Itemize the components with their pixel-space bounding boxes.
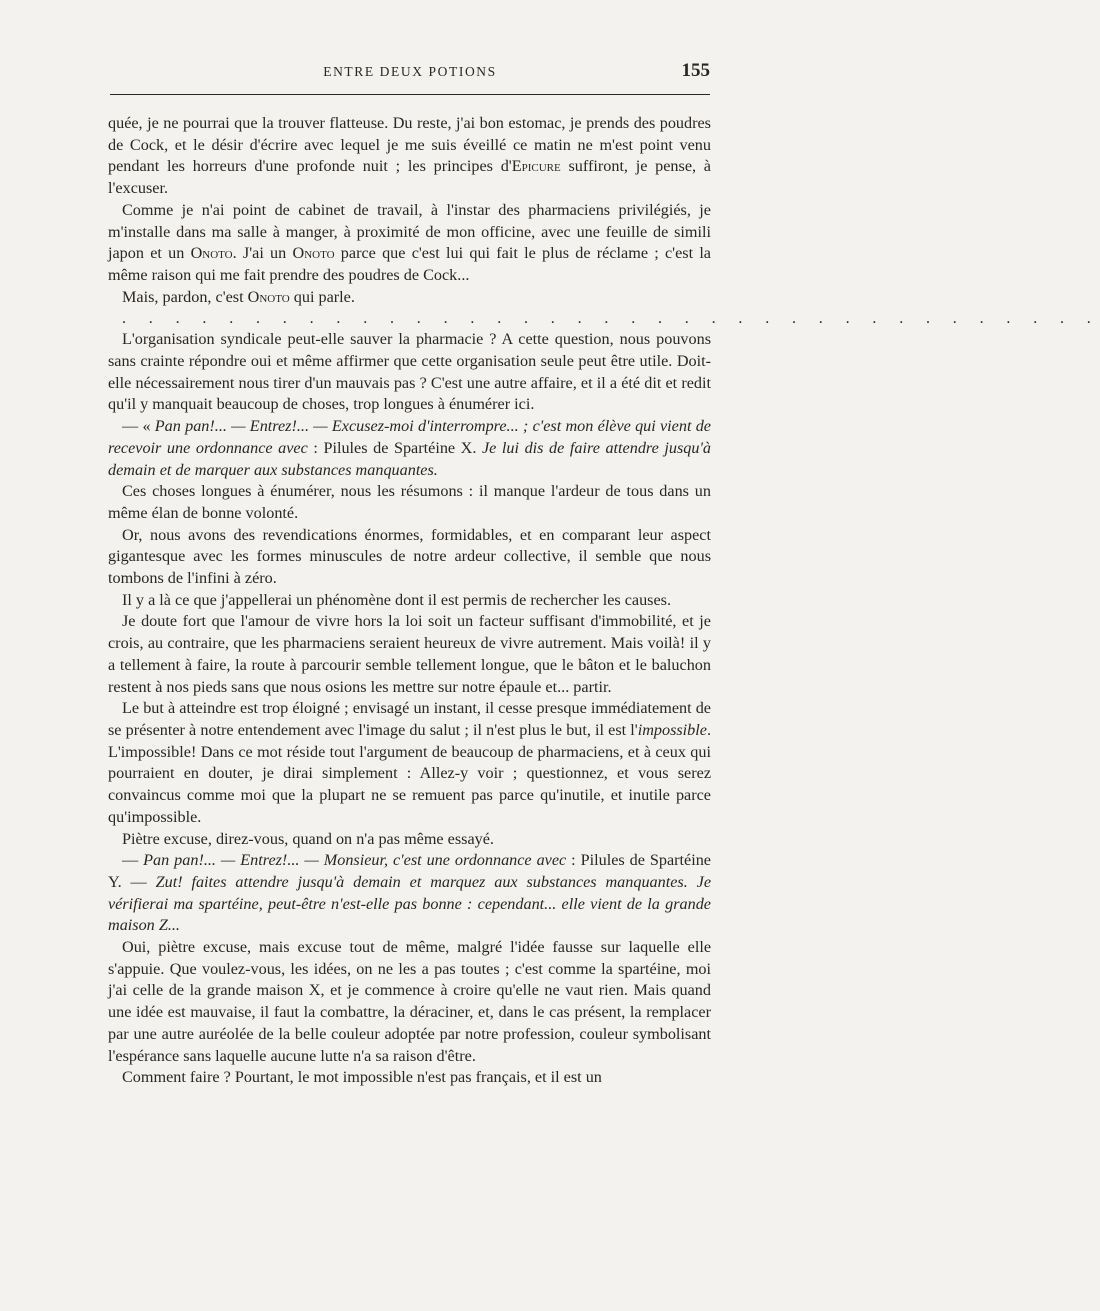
text-run: qui parle. bbox=[289, 287, 355, 306]
text-run: . L'impossible! Dans ce mot réside tout l'argument de beaucoup de pharmaciens, et à ceux qui pourraient en douter, je dirai simplement : Allez-y voir ; questionnez, et vous serez convaincus comme moi que la plupart ne se remuent pas parce qu'inutile, et inutile parce qu'impossible. bbox=[108, 720, 711, 826]
body-text bbox=[108, 113, 1100, 1089]
italic-run: Pan pan!... — Entrez!... — Monsieur, c'est une ordonnance avec bbox=[143, 851, 567, 870]
header-rule bbox=[110, 94, 710, 95]
page-number: 155 bbox=[681, 60, 710, 81]
paragraph bbox=[108, 850, 711, 937]
text-run: — bbox=[122, 851, 144, 870]
ellipsis-separator bbox=[108, 310, 1100, 328]
italic-run: Zut! faites attendre jusqu'à demain et marquez aux substances manquantes. Je vérifierai ma spartéine, peut-être n'est-elle pas bonne : cependant... elle vient de la grande maison Z... bbox=[108, 872, 712, 935]
paragraph bbox=[108, 590, 711, 612]
paragraph bbox=[108, 937, 711, 1067]
text-run: : Pilules de Spartéine Y. — bbox=[108, 851, 711, 891]
text-run: — « bbox=[122, 417, 155, 436]
text-run: Or, nous avons des revendications énormes, formidables, et en comparant leur aspect gigantesque avec les formes minuscules de notre ardeur collective, il semble que nous tombons de l'infini à zéro. bbox=[108, 525, 711, 588]
paragraph bbox=[108, 416, 711, 481]
paragraph bbox=[108, 329, 711, 416]
text-run: Le but à atteindre est trop éloigné ; envisagé un instant, il cesse presque immédiatement de se présenter à notre entendement avec l'image du salut ; il n'est plus le but, il est l' bbox=[108, 699, 711, 739]
text-run: Je doute fort que l'amour de vivre hors la loi soit un facteur suffisant d'immobilité, et je crois, au contraire, que les pharmaciens seraient heureux de vivre autrement. Mais voilà! il y a tellement à faire, la route à parcourir semble tellement longue, que le bâton et le baluchon restent à nos pieds sans que nous osions les mettre sur notre épaule et... partir. bbox=[108, 612, 711, 696]
text-run: L'organisation syndicale peut-elle sauver la pharmacie ? A cette question, nous pouvons sans crainte répondre oui et même affirmer que cette organisation seule peut être utile. Doit-elle nécessairement nous tirer d'un mauvais pas ? C'est une autre affaire, et il a été dit et redit qu'il y manquait beaucoup de choses, trop longues à énumérer ici. bbox=[108, 330, 711, 414]
text-run: Mais, pardon, c'est bbox=[122, 287, 248, 306]
text-run: suffiront, je pense, à l'excuser. bbox=[108, 157, 711, 198]
running-title: ENTRE DEUX POTIONS bbox=[323, 64, 497, 79]
italic-run: Je lui dis de faire attendre jusqu'à demain et de marquer aux substances manquantes. bbox=[108, 438, 712, 479]
page-header bbox=[110, 58, 710, 90]
small-caps-run: Onoto bbox=[190, 244, 233, 263]
paragraph bbox=[108, 287, 711, 309]
italic-run: Pan pan!... — Entrez!... — Excusez-moi d'interrompre... ; c'est mon élève qui vient de recevoir une ordonnance avec bbox=[108, 417, 711, 457]
paragraph bbox=[108, 525, 711, 590]
paragraph bbox=[108, 1067, 711, 1089]
small-caps-run: Epicure bbox=[511, 157, 561, 176]
small-caps-run: Onoto bbox=[247, 287, 290, 306]
italic-run: impossible bbox=[637, 720, 707, 739]
text-run: Comme je n'ai point de cabinet de travail, à l'instar des pharmaciens privilégiés, je m'installe dans ma salle à manger, à proximité de mon officine, avec une feuille de simili japon et un bbox=[108, 200, 711, 263]
text-run: . J'ai un bbox=[232, 244, 293, 263]
paragraph bbox=[108, 200, 711, 287]
text-run: parce que c'est lui qui fait le plus de réclame ; c'est la même raison qui me fait prendre des poudres de Cock... bbox=[108, 244, 711, 284]
text-run: . . . . . . . . . . . . . . . . . . . . . . . . . . . . . . . . . . . . . bbox=[122, 310, 1100, 328]
paragraph bbox=[108, 698, 711, 828]
text-run: Ces choses longues à énumérer, nous les résumons : il manque l'ardeur de tous dans un même élan de bonne volonté. bbox=[108, 482, 711, 522]
paragraph bbox=[108, 481, 711, 524]
text-run: : Pilules de Spartéine X. bbox=[307, 438, 482, 457]
text-run: Piètre excuse, direz-vous, quand on n'a pas même essayé. bbox=[122, 829, 494, 848]
paragraph bbox=[108, 611, 711, 698]
paragraph bbox=[108, 829, 711, 851]
text-run: Il y a là ce que j'appellerai un phénomène dont il est permis de rechercher les causes. bbox=[122, 590, 672, 609]
text-run: Oui, piètre excuse, mais excuse tout de même, malgré l'idée fausse sur laquelle elle s'appuie. Que voulez-vous, les idées, on ne les a pas toutes ; c'est comme la spartéine, moi j'ai celle de la grande maison X, et je commence à croire qu'elle ne vaut rien. Mais quand une idée est mauvaise, il faut la combattre, la déraciner, et, dans le cas présent, la remplacer par une autre auréolée de la belle couleur adoptée par notre profession, couleur symbolisant l'espérance sans laquelle aucune lutte n'a sa raison d'être. bbox=[108, 938, 711, 1065]
small-caps-run: Onoto bbox=[292, 244, 335, 263]
paragraph bbox=[108, 113, 711, 200]
text-run: Comment faire ? Pourtant, le mot impossible n'est pas français, et il est un bbox=[122, 1068, 602, 1087]
text-run: quée, je ne pourrai que la trouver flatteuse. Du reste, j'ai bon estomac, je prends des poudres de Cock, et le désir d'écrire avec lequel je me suis éveillé ce matin ne m'est point venu pendant les horreurs d'une profonde nuit ; les principes d' bbox=[108, 114, 711, 176]
